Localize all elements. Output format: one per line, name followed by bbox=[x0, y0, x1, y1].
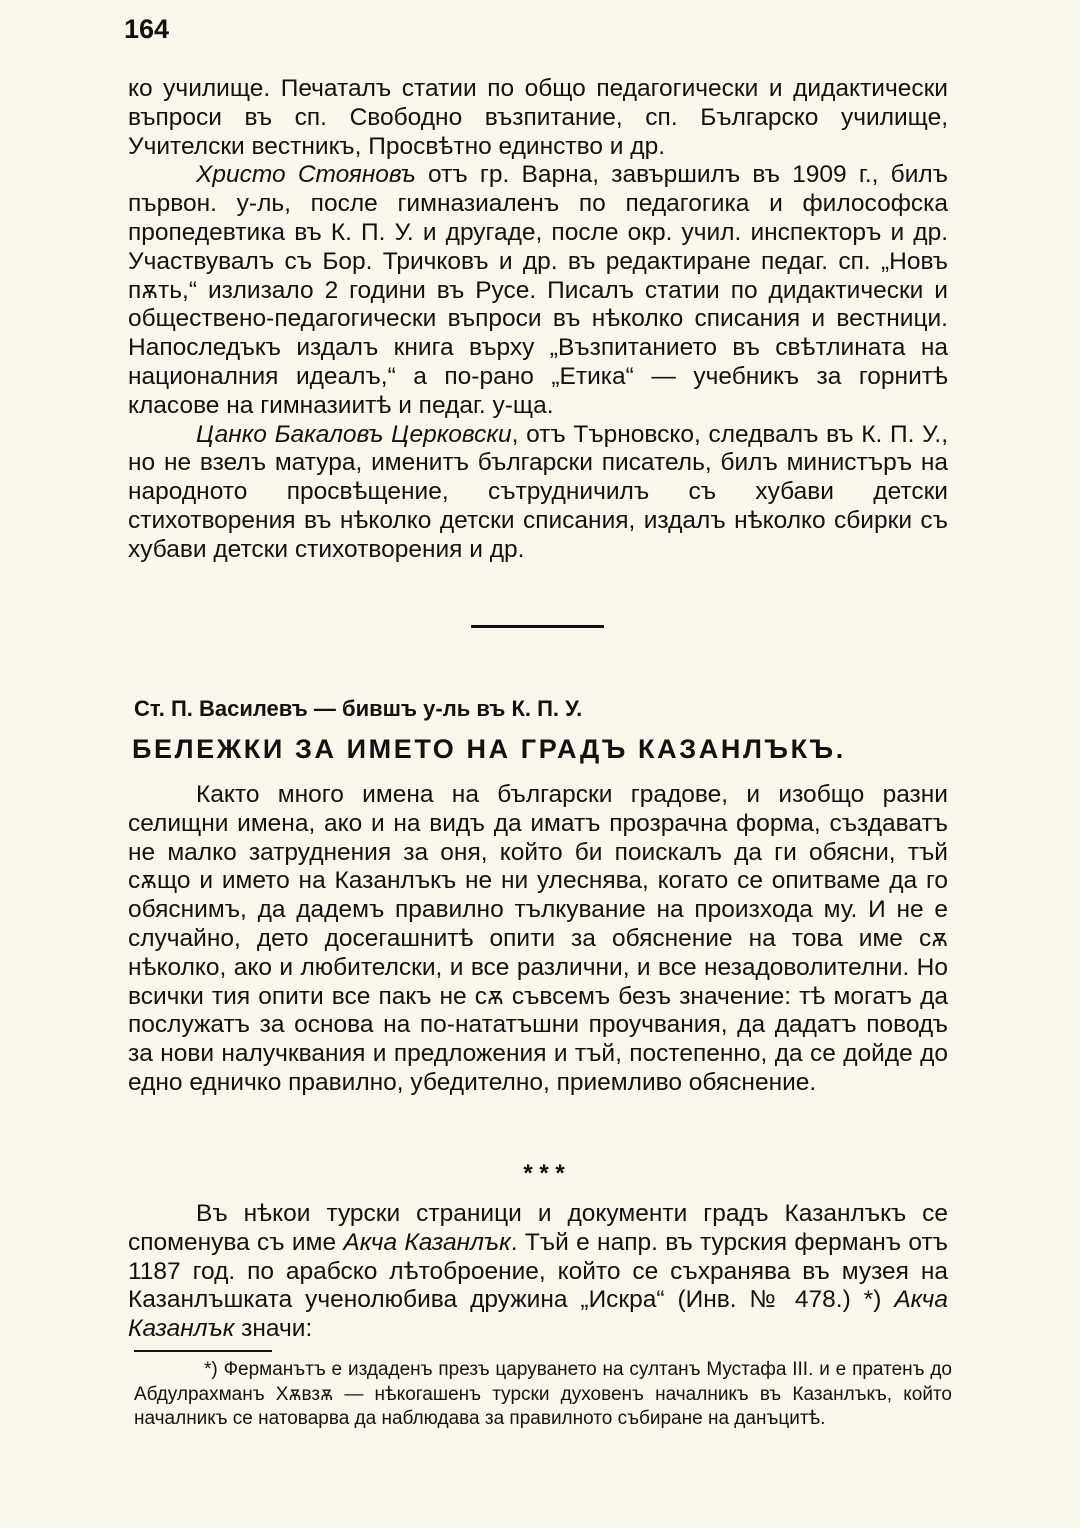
paragraph-tsanko-tserkovski bbox=[128, 421, 948, 565]
person-name: Цанко Бакаловъ Церковски bbox=[196, 420, 512, 448]
article-paragraph-1: Както много имена на български градове, и изобщо разни селищни имена, ако и на видъ да иматъ прозрачна форма, създаватъ не малко затруднения за оня, който би поискалъ да ги обясни, тъй сѫщо и името на Казанлъкъ не ни улеснява, когато се опитваме да го обяснимъ, да дадемъ правилно тълкувание на произхода му. И не е случайно, дето досегашнитѣ опити за обяснение на това име сѫ нѣколко, ако и любителски, и все различни, и все незадоволителни. Но всички тия опити все пакъ не сѫ съвсемъ безъ значение: тѣ могатъ да послужатъ за основа на по-нататъшни проучвания, да дадатъ поводъ за нови налучквания и предложения и тъй, постепенно, да се дойде до едно едничко правилно, убедително, приемливо обяснение. bbox=[128, 781, 948, 1096]
place-name: Акча Казанлък bbox=[343, 1228, 511, 1256]
article-body-continued bbox=[128, 1200, 948, 1344]
section-divider bbox=[471, 625, 604, 628]
paragraph-text: . Тъй е напр. въ турския ферманъ отъ 1187 год. по арабско лѣтоброение, който се съхранява въ музея на Казанлъшката ученолюбива дружина „Искра“ (Инв. № 478.) *) bbox=[128, 1228, 948, 1314]
article-body bbox=[128, 781, 948, 1098]
paragraph-text: , отъ Търновско, следвалъ въ К. П. У., но не взелъ матура, именитъ български писатель, билъ министъръ на народното просвѣщение, сътрудничилъ съ хубави детски стихотворения въ нѣколко детски списания, издалъ нѣколко сбирки съ хубави детски стихотворения и др. bbox=[128, 420, 948, 563]
article-byline: Ст. П. Василевъ — бившъ у-ль въ К. П. У. bbox=[134, 696, 583, 721]
paragraph-hristo-stoyanov bbox=[128, 161, 948, 420]
footnote bbox=[134, 1358, 952, 1432]
place-name: Акча Казанлък bbox=[128, 1286, 948, 1343]
page-number: 164 bbox=[124, 14, 170, 44]
article-paragraph-2 bbox=[128, 1200, 948, 1344]
paragraph-text: отъ гр. Варна, завършилъ въ 1909 г., билъ първон. у-ль, после гимназиаленъ по педагогика и философска пропедевтика въ К. П. У. и другаде, после окр. учил. инспекторъ и др. Участвувалъ съ Бор. Тричковъ и др. въ редактиране педаг. сп. „Новъ пѫть,“ излизало 2 години въ Русе. Писалъ статии по дидактически и обществено-педагогически въпроси въ нѣколко списания и вестници. Напоследъкъ издалъ книга върху „Възпитанието въ свѣтлината на националния идеалъ,“ а по-рано „Етика“ — учебникъ за горнитѣ класове на гимназиитѣ и педаг. у-ща. bbox=[128, 161, 948, 419]
top-section bbox=[128, 75, 948, 565]
person-name: Христо Стояновъ bbox=[196, 161, 416, 189]
footnote-text: *) Ферманътъ е издаденъ презъ царуването на султанъ Мустафа III. и е пратенъ до Абдулрахманъ Хѫвзѫ — нѣкогашенъ турски духовенъ началникъ въ Казанлъкъ, който началникъ се натоварва да наблюдава за правилното събиране на данъцитѣ. bbox=[134, 1359, 952, 1429]
footnote-rule bbox=[134, 1350, 272, 1352]
paragraph-text: Въ нѣкои турски страници и документи градъ Казанлъкъ се споменува съ име bbox=[128, 1200, 948, 1256]
article-title: БЕЛЕЖКИ ЗА ИМЕТО НА ГРАДЪ КАЗАНЛЪКЪ. bbox=[132, 734, 846, 764]
paragraph-continuation: ко училище. Печаталъ статии по общо педагогически и дидактически въпроси въ сп. Свободно възпитание, сп. Българско училище, Учителски вестникъ, Просвѣтно единство и др. bbox=[128, 75, 948, 160]
asterism-separator: * * * bbox=[523, 1160, 565, 1187]
paragraph-text: значи: bbox=[234, 1315, 313, 1343]
